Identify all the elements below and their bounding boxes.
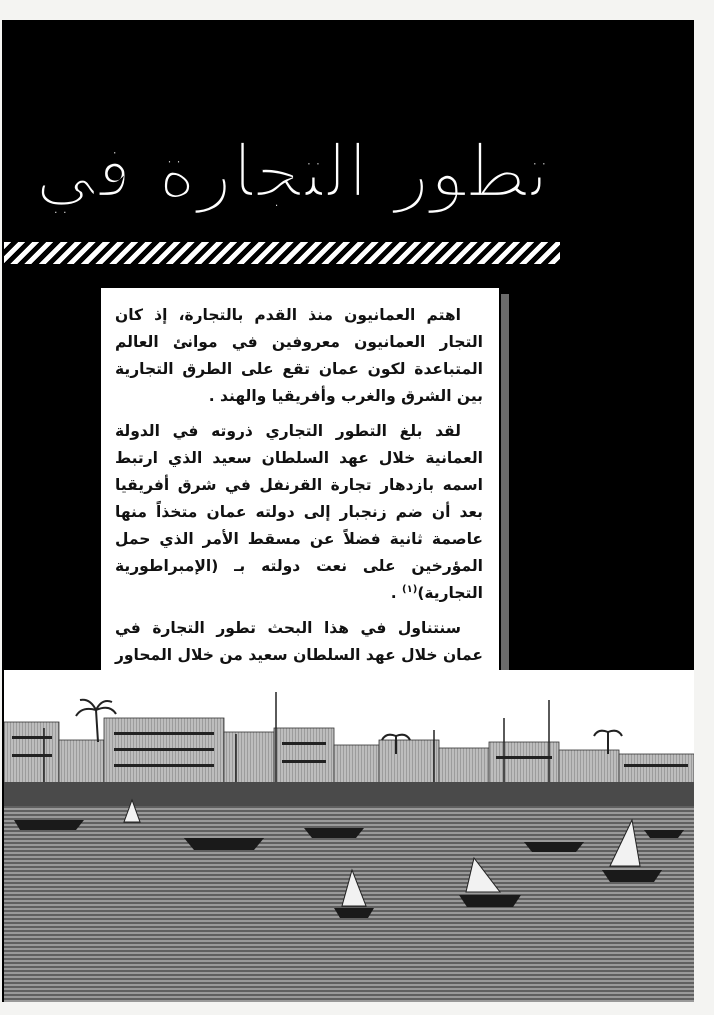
shoreline (4, 782, 694, 806)
article-paragraph-2-text: لقد بلغ التطور التجاري ذروته في الدولة العمانية خلال عهد السلطان سعيد الذي ارتبط اسمه بازدهار تجارة القرنفل في شرق أفريقيا بعد أن ضم زنجبار إلى دولته عمان متخذاً منها عاصمة ثانية فضلاً عن مسقط الأمر الذي حمل المؤرخين على نعت دولته بـ (الإمبراطورية التجارية) (115, 422, 483, 602)
footnote-mark: (١) (402, 583, 418, 595)
hatched-divider (4, 242, 560, 264)
page-title: تطور التجارة في (34, 129, 550, 215)
harbor-illustration (4, 670, 694, 1002)
harbor-engraving-image (4, 670, 694, 1002)
article-paragraph-2-end: . (390, 584, 403, 602)
page-frame (2, 20, 694, 1002)
article-paragraph-3: سنتناول في هذا البحث تطور التجارة في عمان خلال عهد السلطان سعيد من خلال المحاور (115, 619, 483, 664)
article-paragraph-1: اهتم العمانيون منذ القدم بالتجارة، إذ كان التجار العمانيون معروفين في موانئ العالم المتباعدة لكون عمان تقع على الطرق التجارية بين الشرق والغرب وأفريقيا والهند . (115, 306, 483, 405)
article-paragraph-2 (115, 418, 483, 607)
article-box (99, 286, 501, 680)
